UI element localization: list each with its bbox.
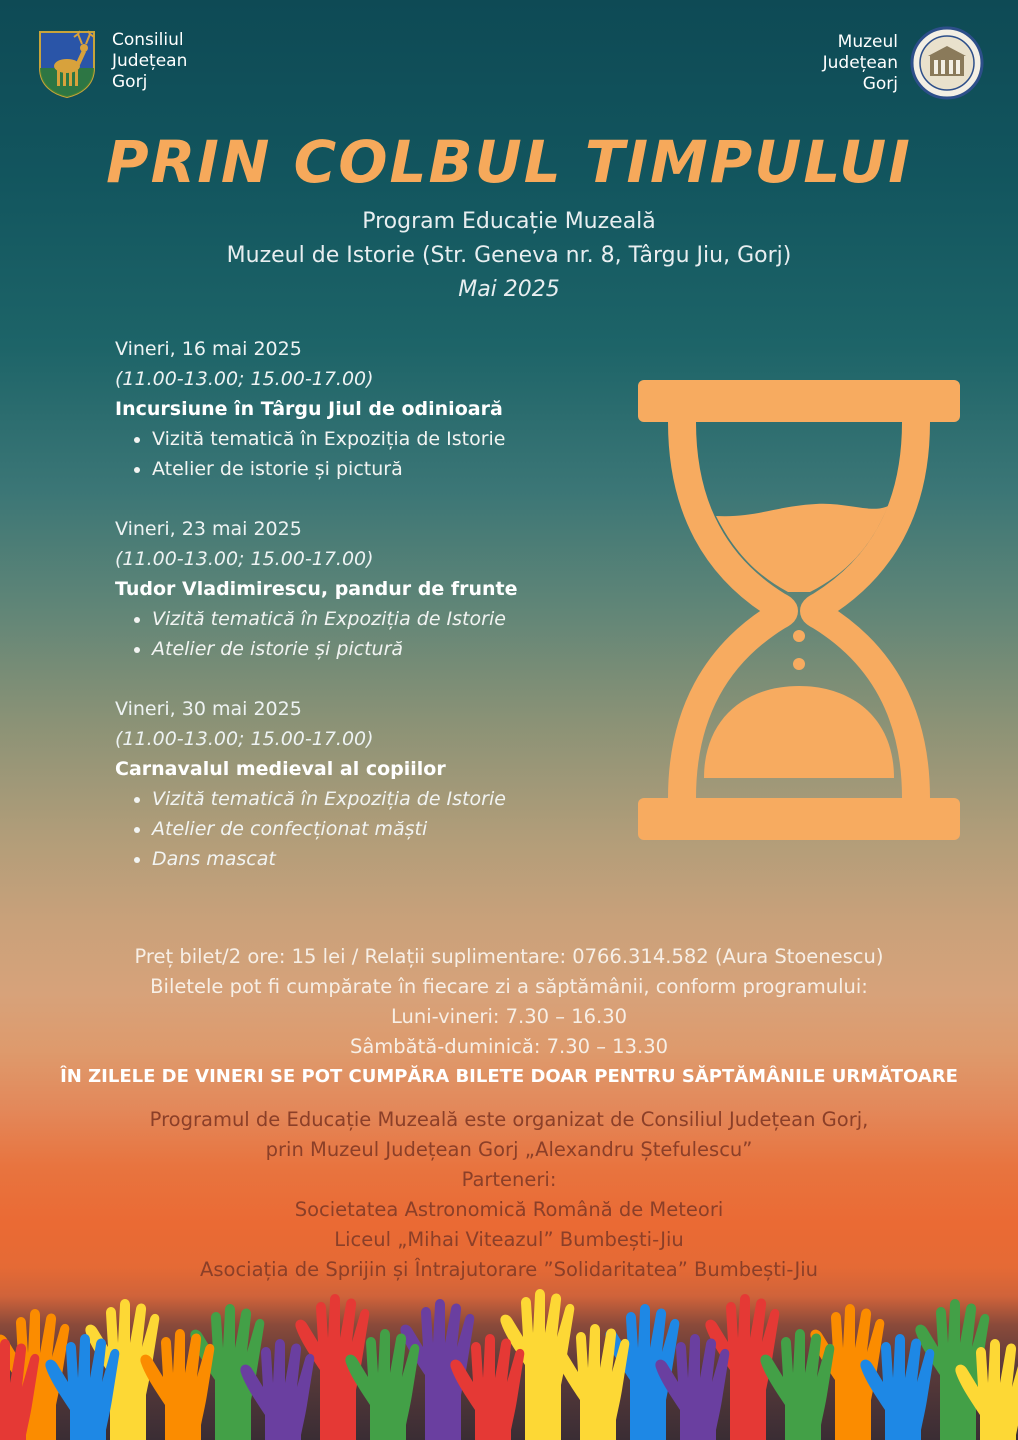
event-activity: • Dans mascat	[152, 844, 635, 874]
right-org-line-1: Muzeul	[837, 31, 898, 52]
program-month: Mai 2025	[458, 277, 560, 302]
event-time: (11.00-13.00; 15.00-17.00)	[115, 548, 374, 570]
organizer-line-1: Programul de Educație Muzeală este organizat de Consiliul Județean Gorj,	[149, 1108, 869, 1131]
event-item	[115, 694, 635, 874]
partner-item: Liceul „Mihai Viteazul” Bumbești-Jiu	[334, 1228, 684, 1251]
program-name: Program Educație Muzeală	[362, 209, 656, 234]
event-activity: • Vizită tematică în Expoziția de Istorie	[152, 604, 635, 634]
hourglass-icon	[636, 378, 962, 842]
credits-block	[0, 1105, 1018, 1285]
organizer-line-2: prin Muzeul Județean Gorj „Alexandru Ștefulescu”	[265, 1138, 753, 1161]
county-council-logo	[36, 28, 187, 98]
event-activity: • Vizită tematică în Expoziția de Istorie	[152, 424, 635, 454]
event-date: Vineri, 30 mai 2025	[115, 698, 302, 720]
raised-hands-illustration	[0, 1285, 1018, 1440]
events-list	[115, 334, 635, 904]
event-date: Vineri, 16 mai 2025	[115, 338, 302, 360]
poster-title: PRIN COLBUL TIMPULUI	[106, 128, 912, 196]
event-item	[115, 334, 635, 484]
event-name: Carnavalul medieval al copiilor	[115, 758, 446, 780]
event-activities	[115, 604, 635, 664]
right-org-line-2: Județean	[822, 52, 898, 73]
crest-deer-icon	[36, 28, 98, 98]
subtitle-block	[0, 205, 1018, 307]
right-org-line-3: Gorj	[862, 73, 898, 94]
weekend-hours: Sâmbătă-duminică: 7.30 – 13.30	[349, 1035, 669, 1058]
museum-seal-icon	[910, 26, 984, 100]
event-activities	[115, 784, 635, 874]
weekday-hours: Luni-vineri: 7.30 – 16.30	[390, 1005, 628, 1028]
left-org-line-3: Gorj	[112, 72, 148, 92]
left-org-line-1: Consiliul	[112, 30, 184, 50]
program-location: Muzeul de Istorie (Str. Geneva nr. 8, Târgu Jiu, Gorj)	[226, 243, 792, 268]
tickets-info: Biletele pot fi cumpărate în fiecare zi a săptămânii, conform programului:	[150, 975, 868, 998]
partner-item: Asociația de Sprijin și Întrajutorare ”Solidaritatea” Bumbești-Jiu	[200, 1258, 818, 1281]
partners-label: Parteneri:	[461, 1168, 557, 1191]
event-time: (11.00-13.00; 15.00-17.00)	[115, 728, 374, 750]
partner-item: Societatea Astronomică Română de Meteori	[294, 1198, 724, 1221]
event-activity: • Atelier de confecționat măști	[152, 814, 635, 844]
event-name: Incursiune în Târgu Jiul de odinioară	[115, 398, 503, 420]
county-museum-logo	[823, 26, 984, 100]
event-name: Tudor Vladimirescu, pandur de frunte	[115, 578, 518, 600]
ticket-info	[0, 942, 1018, 1092]
event-activity: • Atelier de istorie și pictură	[152, 634, 635, 664]
price-info: Preț bilet/2 ore: 15 lei / Relații suplimentare: 0766.314.582 (Aura Stoenescu)	[134, 945, 884, 968]
event-activities	[115, 424, 635, 484]
event-item	[115, 514, 635, 664]
left-org-line-2: Județean	[112, 51, 188, 71]
event-activity: • Vizită tematică în Expoziția de Istorie	[152, 784, 635, 814]
friday-notice: ÎN ZILELE DE VINERI SE POT CUMPĂRA BILETE DOAR PENTRU SĂPTĂMÂNILE URMĂTOARE	[60, 1066, 958, 1087]
event-time: (11.00-13.00; 15.00-17.00)	[115, 368, 374, 390]
event-activity: • Atelier de istorie și pictură	[152, 454, 635, 484]
event-date: Vineri, 23 mai 2025	[115, 518, 302, 540]
